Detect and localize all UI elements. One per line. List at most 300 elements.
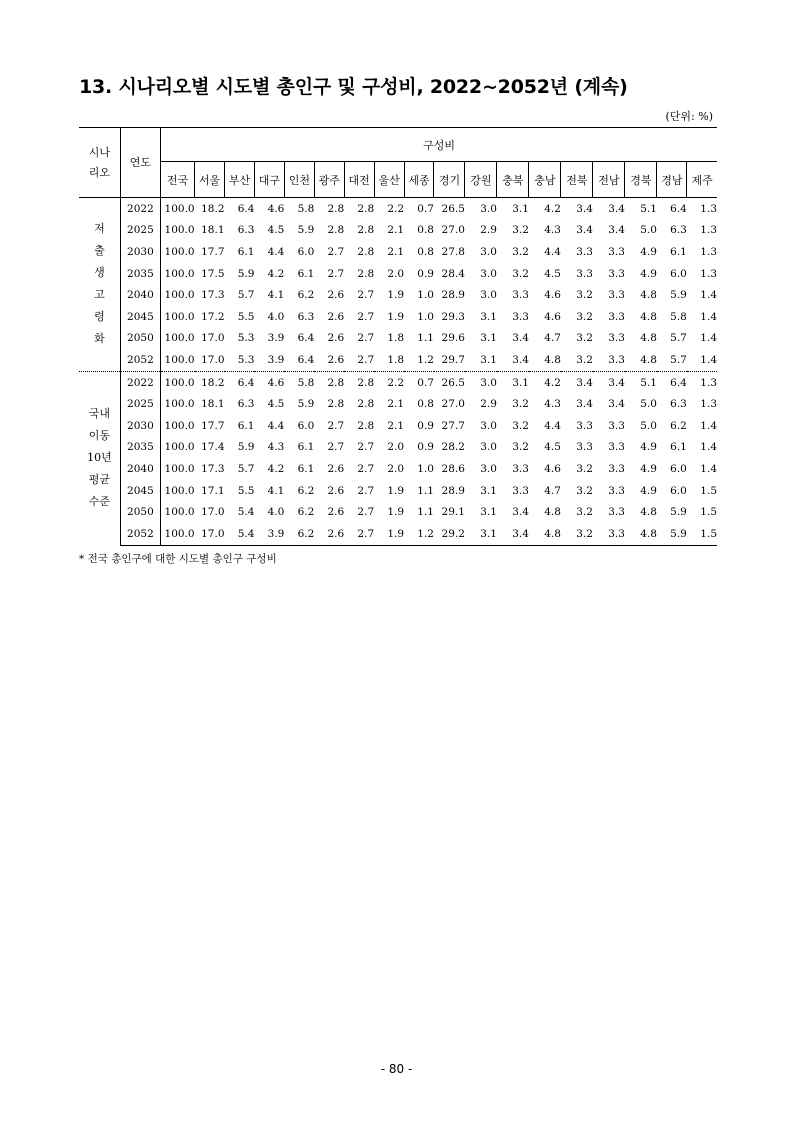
value-cell: 0.9 [417,267,434,280]
value-cell: 29.1 [441,506,465,519]
value-cell: 3.0 [480,202,497,215]
value-cell: 2.7 [344,523,374,545]
value-cell: 4.4 [267,245,285,258]
value-cell: 2.8 [327,398,345,411]
year-cell: 2025 [120,393,160,415]
value-cell: 3.3 [608,289,625,302]
value-cell: 1.4 [700,419,717,432]
value-cell: 1.4 [700,353,717,366]
year-cell: 2050 [120,328,160,350]
value-cell: 100.0 [164,419,195,432]
value-cell: 3.3 [576,267,593,280]
region-header-cell: 대구 [254,162,284,198]
value-cell: 3.4 [512,332,529,345]
table-row [79,523,717,545]
value-cell: 2.1 [387,419,405,432]
value-cell: 2.7 [357,310,375,323]
value-cell: 4.5 [267,398,285,411]
value-cell: 2.6 [327,289,345,302]
region-header-cell: 세종 [404,162,434,198]
value-cell: 6.3 [297,310,315,323]
value-cell: 1.1 [417,332,434,345]
value-cell: 27.0 [441,224,465,237]
value-cell: 100.0 [164,267,195,280]
value-cell: 6.3 [237,398,255,411]
value-cell: 5.5 [237,484,255,497]
value-cell: 4.0 [267,506,285,519]
value-cell: 4.1 [267,484,285,497]
year-cell: 2040 [120,458,160,480]
value-cell: 2.7 [327,419,345,432]
region-header-row [79,162,717,198]
scenario-header: 시나 리오 [79,128,120,198]
value-cell: 1.5 [700,484,717,497]
value-cell: 6.4 [657,371,687,393]
value-cell: 3.3 [593,523,625,545]
value-cell: 2.8 [357,398,375,411]
value-cell: 3.2 [561,523,593,545]
region-header-cell: 강원 [465,162,497,198]
value-cell: 4.8 [544,506,561,519]
value-cell: 3.2 [576,506,593,519]
value-cell: 3.2 [512,398,529,411]
value-cell: 1.4 [700,289,717,302]
value-cell: 6.4 [297,353,315,366]
year-cell: 2052 [120,523,160,545]
value-cell: 6.0 [297,419,315,432]
value-cell: 100.0 [164,310,195,323]
value-cell: 18.1 [201,398,225,411]
value-cell: 2.6 [327,353,345,366]
value-cell: 28.6 [441,462,465,475]
value-cell: 4.4 [544,419,561,432]
value-cell: 4.5 [544,267,561,280]
value-cell: 6.2 [297,484,315,497]
region-header-cell: 서울 [195,162,225,198]
value-cell: 3.0 [480,267,497,280]
composition-group-header: 구성비 [161,128,717,162]
value-cell: 4.8 [640,310,657,323]
value-cell: 5.7 [670,332,687,345]
table-row [79,415,717,437]
value-cell: 2.7 [327,441,345,454]
value-cell: 4.5 [544,441,561,454]
value-cell: 3.3 [608,441,625,454]
value-cell: 4.8 [640,289,657,302]
scenario-section-low-birth-aging [79,198,717,372]
value-cell: 3.4 [576,202,593,215]
value-cell: 1.1 [417,484,434,497]
value-cell: 5.0 [640,398,657,411]
value-cell: 17.3 [201,462,225,475]
value-cell: 5.7 [237,289,255,302]
value-cell: 28.9 [441,484,465,497]
region-header-cell: 경기 [434,162,465,198]
value-cell: 5.1 [640,202,657,215]
value-cell: 6.1 [670,245,687,258]
value-cell: 1.3 [700,224,717,237]
value-cell: 6.0 [670,484,687,497]
table-row [79,501,717,523]
value-cell: 17.7 [201,245,225,258]
table-row [79,458,717,480]
value-cell: 3.0 [480,289,497,302]
value-cell: 3.3 [512,484,529,497]
value-cell: 100.0 [164,245,195,258]
value-cell: 29.3 [441,310,465,323]
value-cell: 17.0 [195,523,225,545]
value-cell: 4.6 [267,202,285,215]
year-cell: 2050 [120,501,160,523]
value-cell: 2.2 [374,371,404,393]
value-cell: 17.7 [201,419,225,432]
value-cell: 6.4 [670,202,687,215]
value-cell: 3.9 [267,353,285,366]
value-cell: 3.1 [497,371,529,393]
value-cell: 2.0 [387,267,405,280]
year-cell: 2052 [120,349,160,371]
value-cell: 5.7 [237,462,255,475]
value-cell: 6.1 [297,267,315,280]
value-cell: 100.0 [164,224,195,237]
value-cell: 3.2 [576,289,593,302]
value-cell: 29.2 [434,523,465,545]
year-cell: 2030 [120,415,160,437]
value-cell: 3.4 [561,371,593,393]
value-cell: 3.3 [576,419,593,432]
value-cell: 1.4 [700,462,717,475]
value-cell: 1.3 [700,245,717,258]
value-cell: 3.0 [480,245,497,258]
year-cell: 2035 [120,263,160,285]
value-cell: 4.2 [267,267,285,280]
value-cell: 0.7 [404,371,434,393]
value-cell: 1.3 [700,267,717,280]
table-row [79,349,717,371]
value-cell: 2.1 [387,224,405,237]
value-cell: 2.7 [357,353,375,366]
footnote: * 전국 총인구에 대한 시도별 총인구 구성비 [79,553,277,565]
value-cell: 4.8 [625,523,657,545]
value-cell: 1.1 [417,506,434,519]
value-cell: 4.5 [267,224,285,237]
value-cell: 17.0 [201,353,225,366]
value-cell: 3.1 [480,310,497,323]
value-cell: 6.0 [297,245,315,258]
value-cell: 3.0 [480,462,497,475]
region-header-cell: 제주 [687,162,717,198]
value-cell: 5.9 [237,441,255,454]
value-cell: 2.8 [357,224,375,237]
value-cell: 5.1 [625,371,657,393]
value-cell: 3.4 [497,523,529,545]
value-cell: 5.3 [237,332,255,345]
value-cell: 3.4 [608,398,625,411]
value-cell: 4.6 [544,310,561,323]
value-cell: 4.8 [640,332,657,345]
value-cell: 2.7 [357,289,375,302]
value-cell: 1.4 [700,441,717,454]
value-cell: 100.0 [161,371,195,393]
scenario-label: 국내 이동 10년 평균 수준 [79,371,120,545]
value-cell: 3.4 [512,353,529,366]
value-cell: 3.2 [512,419,529,432]
value-cell: 3.2 [512,245,529,258]
value-cell: 4.8 [544,353,561,366]
region-header-cell: 전북 [561,162,593,198]
value-cell: 4.0 [267,310,285,323]
value-cell: 3.3 [608,267,625,280]
value-cell: 4.6 [254,371,284,393]
region-header-cell: 울산 [374,162,404,198]
value-cell: 6.2 [284,523,314,545]
value-cell: 6.2 [670,419,687,432]
value-cell: 6.4 [297,332,315,345]
value-cell: 6.1 [237,419,255,432]
value-cell: 18.1 [201,224,225,237]
year-cell: 2022 [120,198,160,220]
value-cell: 0.8 [417,245,434,258]
value-cell: 5.5 [237,310,255,323]
scenario-section-domestic-migration [79,371,717,545]
value-cell: 2.8 [327,202,345,215]
year-header: 연도 [120,128,160,198]
value-cell: 2.1 [387,245,405,258]
value-cell: 3.4 [512,506,529,519]
value-cell: 0.9 [417,419,434,432]
value-cell: 26.5 [434,371,465,393]
value-cell: 4.3 [544,398,561,411]
value-cell: 3.3 [608,506,625,519]
value-cell: 28.2 [441,441,465,454]
value-cell: 2.6 [314,523,344,545]
table-row [79,480,717,502]
year-cell: 2025 [120,220,160,242]
value-cell: 2.8 [357,419,375,432]
year-cell: 2022 [120,371,160,393]
value-cell: 17.0 [201,506,225,519]
value-cell: 2.8 [344,371,374,393]
year-cell: 2045 [120,480,160,502]
table-row [79,371,717,393]
value-cell: 2.1 [387,398,405,411]
value-cell: 4.7 [544,332,561,345]
page-title: 13. 시나리오별 시도별 총인구 및 구성비, 2022~2052년 (계속) [79,76,628,98]
value-cell: 2.6 [327,484,345,497]
value-cell: 3.0 [465,371,497,393]
value-cell: 1.9 [387,484,405,497]
unit-label: (단위: %) [665,110,713,123]
value-cell: 4.8 [529,523,561,545]
value-cell: 5.9 [237,267,255,280]
table-row [79,198,717,220]
value-cell: 100.0 [164,506,195,519]
value-cell: 2.7 [327,267,345,280]
value-cell: 4.9 [640,462,657,475]
value-cell: 2.6 [327,310,345,323]
value-cell: 5.9 [670,289,687,302]
value-cell: 6.2 [297,289,315,302]
value-cell: 2.2 [387,202,405,215]
value-cell: 3.4 [593,371,625,393]
value-cell: 17.4 [201,441,225,454]
value-cell: 2.9 [480,398,497,411]
value-cell: 2.7 [357,441,375,454]
value-cell: 3.4 [608,224,625,237]
value-cell: 26.5 [441,202,465,215]
value-cell: 4.9 [640,245,657,258]
value-cell: 5.7 [670,353,687,366]
value-cell: 2.7 [357,332,375,345]
value-cell: 6.1 [670,441,687,454]
value-cell: 5.9 [297,398,315,411]
value-cell: 1.9 [374,523,404,545]
value-cell: 2.0 [387,441,405,454]
region-header-cell: 부산 [225,162,255,198]
value-cell: 5.0 [640,224,657,237]
value-cell: 3.3 [608,332,625,345]
value-cell: 4.1 [267,289,285,302]
value-cell: 0.7 [417,202,434,215]
value-cell: 2.8 [327,224,345,237]
value-cell: 100.0 [164,289,195,302]
value-cell: 17.3 [201,289,225,302]
value-cell: 1.2 [417,353,434,366]
value-cell: 6.4 [225,371,255,393]
value-cell: 3.0 [480,441,497,454]
value-cell: 3.2 [576,332,593,345]
value-cell: 4.3 [267,441,285,454]
scenario-label: 저 출 생 고 령 화 [94,222,105,346]
value-cell: 3.2 [576,484,593,497]
value-cell: 4.4 [544,245,561,258]
region-header-cell: 충남 [529,162,561,198]
value-cell: 3.3 [576,245,593,258]
value-cell: 100.0 [164,202,195,215]
year-cell: 2040 [120,284,160,306]
value-cell: 29.6 [441,332,465,345]
value-cell: 1.8 [387,353,405,366]
value-cell: 100.0 [161,523,195,545]
value-cell: 4.2 [544,202,561,215]
value-cell: 6.3 [670,224,687,237]
value-cell: 17.5 [201,267,225,280]
value-cell: 3.3 [512,289,529,302]
value-cell: 27.8 [441,245,465,258]
value-cell: 3.9 [267,332,285,345]
value-cell: 3.2 [576,353,593,366]
table-row [79,437,717,459]
value-cell: 2.0 [387,462,405,475]
value-cell: 6.1 [297,462,315,475]
value-cell: 18.2 [195,371,225,393]
value-cell: 3.3 [608,419,625,432]
value-cell: 1.0 [417,462,434,475]
value-cell: 3.4 [576,224,593,237]
value-cell: 28.4 [441,267,465,280]
value-cell: 1.0 [417,289,434,302]
value-cell: 3.9 [254,523,284,545]
table-row [79,306,717,328]
value-cell: 1.5 [700,506,717,519]
year-cell: 2030 [120,241,160,263]
value-cell: 5.4 [225,523,255,545]
value-cell: 4.8 [640,506,657,519]
table-row [79,220,717,242]
value-cell: 6.1 [237,245,255,258]
value-cell: 28.9 [441,289,465,302]
region-header-cell: 경북 [625,162,657,198]
value-cell: 3.1 [480,353,497,366]
value-cell: 1.9 [387,506,405,519]
population-composition-table [79,127,717,546]
value-cell: 17.2 [201,310,225,323]
value-cell: 6.1 [297,441,315,454]
value-cell: 100.0 [164,441,195,454]
value-cell: 2.6 [327,506,345,519]
value-cell: 1.2 [404,523,434,545]
value-cell: 3.4 [608,202,625,215]
value-cell: 5.8 [670,310,687,323]
value-cell: 4.6 [544,462,561,475]
region-header-cell: 광주 [314,162,344,198]
table-row [79,393,717,415]
value-cell: 3.3 [512,310,529,323]
value-cell: 2.9 [480,224,497,237]
table-row [79,263,717,285]
value-cell: 6.2 [297,506,315,519]
value-cell: 5.4 [237,506,255,519]
value-cell: 4.2 [529,371,561,393]
value-cell: 2.8 [314,371,344,393]
value-cell: 17.0 [201,332,225,345]
region-header-cell: 인천 [284,162,314,198]
value-cell: 3.3 [608,462,625,475]
value-cell: 3.3 [512,462,529,475]
value-cell: 2.7 [357,484,375,497]
value-cell: 3.3 [608,484,625,497]
value-cell: 4.8 [640,353,657,366]
value-cell: 5.9 [297,224,315,237]
value-cell: 4.9 [640,267,657,280]
value-cell: 27.7 [441,419,465,432]
value-cell: 4.9 [640,441,657,454]
value-cell: 100.0 [164,353,195,366]
value-cell: 4.2 [267,462,285,475]
value-cell: 1.4 [700,332,717,345]
page-number: - 80 - [380,1062,413,1076]
value-cell: 2.8 [357,267,375,280]
value-cell: 1.3 [687,371,717,393]
value-cell: 3.1 [480,332,497,345]
value-cell: 0.9 [417,441,434,454]
value-cell: 3.3 [608,245,625,258]
value-cell: 3.1 [465,523,497,545]
table-row [79,284,717,306]
value-cell: 4.9 [640,484,657,497]
value-cell: 2.7 [357,506,375,519]
value-cell: 2.8 [357,202,375,215]
value-cell: 29.7 [441,353,465,366]
value-cell: 3.2 [512,224,529,237]
value-cell: 5.9 [657,523,687,545]
value-cell: 3.2 [512,267,529,280]
table-row [79,328,717,350]
value-cell: 100.0 [164,484,195,497]
value-cell: 4.7 [544,484,561,497]
value-cell: 0.8 [417,224,434,237]
value-cell: 6.0 [670,267,687,280]
